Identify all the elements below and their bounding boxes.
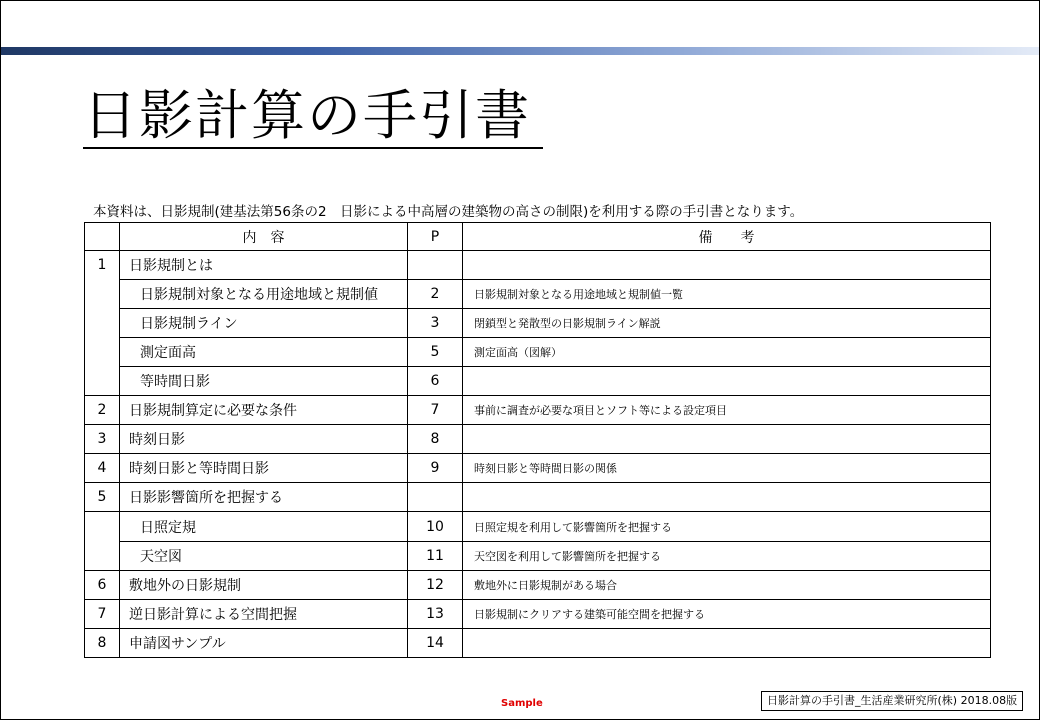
row-page: 14: [408, 629, 463, 658]
table-row: [85, 367, 991, 396]
row-page: 10: [408, 512, 463, 542]
row-page: [408, 251, 463, 280]
row-num: [85, 367, 120, 396]
row-content: 日影規制とは: [120, 251, 408, 280]
row-note: 日影規制にクリアする建築可能空間を把握する: [463, 600, 991, 629]
row-note: 時刻日影と等時間日影の関係: [463, 454, 991, 483]
row-content: 逆日影計算による空間把握: [120, 600, 408, 629]
header-content: 内 容: [120, 223, 408, 251]
row-note: 日影規制対象となる用途地域と規制値一覧: [463, 280, 991, 309]
table-row: [85, 454, 991, 483]
row-note: [463, 425, 991, 454]
row-content: 日影規制ライン: [120, 309, 408, 338]
table-row: [85, 629, 991, 658]
row-content: 時刻日影と等時間日影: [120, 454, 408, 483]
row-content: 日影規制算定に必要な条件: [120, 396, 408, 425]
row-page: 13: [408, 600, 463, 629]
row-note: 測定面高（図解）: [463, 338, 991, 367]
table-row: [85, 338, 991, 367]
table-row: [85, 309, 991, 338]
row-num: 8: [85, 629, 120, 658]
row-content: 日照定規: [120, 512, 408, 542]
intro-text: 本資料は、日影規制(建基法第56条の2 日影による中高層の建築物の高さの制限)を利用する際の手引書となります。: [93, 204, 804, 220]
row-note: [463, 367, 991, 396]
table-row: [85, 600, 991, 629]
row-note: [463, 483, 991, 512]
page-title: 日影計算の手引書: [83, 84, 531, 147]
row-page: 5: [408, 338, 463, 367]
row-page: 2: [408, 280, 463, 309]
row-content: 等時間日影: [120, 367, 408, 396]
footer-credit: 日影計算の手引書_生活産業研究所(株) 2018.08版: [761, 691, 1023, 711]
row-note: 事前に調査が必要な項目とソフト等による設定項目: [463, 396, 991, 425]
contents-table: [84, 222, 991, 658]
row-num: 3: [85, 425, 120, 454]
row-note: 天空図を利用して影響箇所を把握する: [463, 542, 991, 571]
row-content: 時刻日影: [120, 425, 408, 454]
table-row: [85, 542, 991, 571]
row-num: [85, 542, 120, 571]
header-note: 備 考: [463, 223, 991, 251]
row-page: 7: [408, 396, 463, 425]
table-row: [85, 251, 991, 280]
table-row: [85, 512, 991, 542]
sample-watermark: Sample: [501, 698, 543, 709]
row-note: 閉鎖型と発散型の日影規制ライン解説: [463, 309, 991, 338]
row-num: [85, 512, 120, 542]
title-underline: [83, 147, 543, 149]
row-page: [408, 483, 463, 512]
row-page: 9: [408, 454, 463, 483]
row-content: 日影影響箇所を把握する: [120, 483, 408, 512]
row-num: [85, 280, 120, 309]
table-row: [85, 571, 991, 600]
table-row: [85, 425, 991, 454]
row-num: 5: [85, 483, 120, 512]
row-num: 4: [85, 454, 120, 483]
row-num: 7: [85, 600, 120, 629]
row-content: 申請図サンプル: [120, 629, 408, 658]
table-row: [85, 396, 991, 425]
row-num: [85, 338, 120, 367]
header-gradient-bar: [1, 47, 1040, 55]
row-content: 日影規制対象となる用途地域と規制値: [120, 280, 408, 309]
row-content: 測定面高: [120, 338, 408, 367]
row-page: 3: [408, 309, 463, 338]
row-num: [85, 309, 120, 338]
row-num: 6: [85, 571, 120, 600]
table-row: [85, 280, 991, 309]
row-note: [463, 251, 991, 280]
row-page: 12: [408, 571, 463, 600]
row-page: 11: [408, 542, 463, 571]
header-page: P: [408, 223, 463, 251]
row-num: 1: [85, 251, 120, 280]
header-num: [85, 223, 120, 251]
table-header-row: [85, 223, 991, 251]
table-row: [85, 483, 991, 512]
row-note: [463, 629, 991, 658]
row-page: 8: [408, 425, 463, 454]
row-content: 敷地外の日影規制: [120, 571, 408, 600]
row-num: 2: [85, 396, 120, 425]
row-note: 日照定規を利用して影響箇所を把握する: [463, 512, 991, 542]
row-page: 6: [408, 367, 463, 396]
row-note: 敷地外に日影規制がある場合: [463, 571, 991, 600]
row-content: 天空図: [120, 542, 408, 571]
